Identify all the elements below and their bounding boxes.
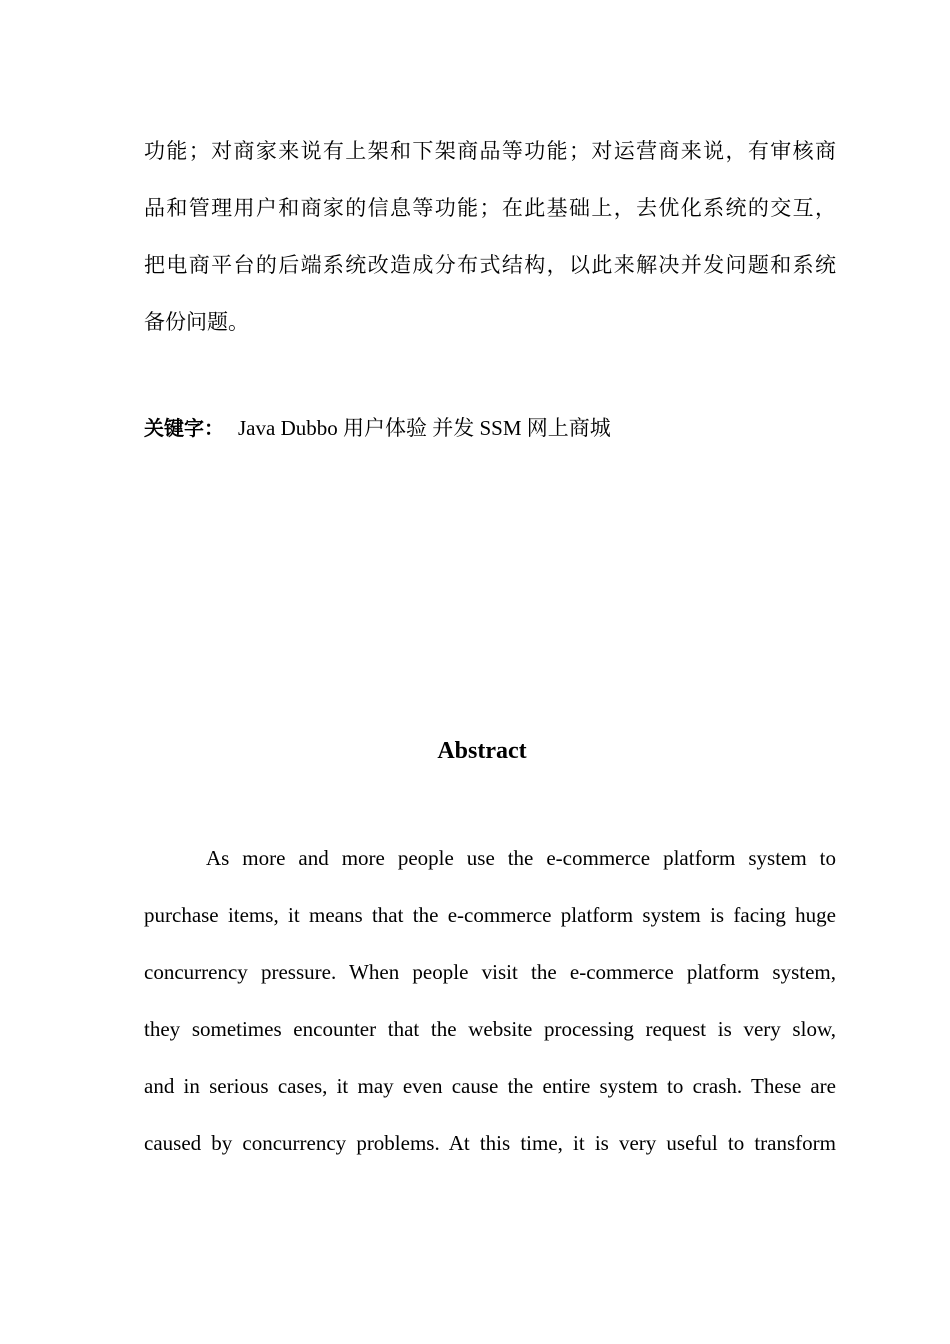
english-abstract-line-3: concurrency pressure. When people visit the e-commerce platform system, (144, 960, 836, 984)
english-abstract-line-2: purchase items, it means that the e-commerce platform system is facing huge (144, 903, 836, 927)
abstract-heading: Abstract (437, 738, 527, 764)
chinese-abstract-line-3: 把电商平台的后端系统改造成分布式结构，以此来解决并发问题和系统 (144, 253, 836, 277)
english-abstract-line-1: As more and more people use the e-commerce platform system to (206, 846, 836, 870)
keywords-label: 关键字： (144, 416, 224, 440)
english-abstract-line-4: they sometimes encounter that the website processing request is very slow, (144, 1017, 836, 1041)
chinese-abstract-line-1: 功能；对商家来说有上架和下架商品等功能；对运营商来说，有审核商 (144, 139, 836, 163)
english-abstract-line-6: caused by concurrency problems. At this time, it is very useful to transform (144, 1131, 836, 1155)
chinese-abstract-line-4: 备份问题。 (144, 310, 249, 334)
chinese-abstract-line-2: 品和管理用户和商家的信息等功能；在此基础上，去优化系统的交互， (144, 196, 836, 220)
keywords-values: Java Dubbo 用户体验 并发 SSM 网上商城 (238, 416, 611, 440)
english-abstract-line-5: and in serious cases, it may even cause the entire system to crash. These are (144, 1074, 836, 1098)
keywords-line (144, 414, 836, 442)
